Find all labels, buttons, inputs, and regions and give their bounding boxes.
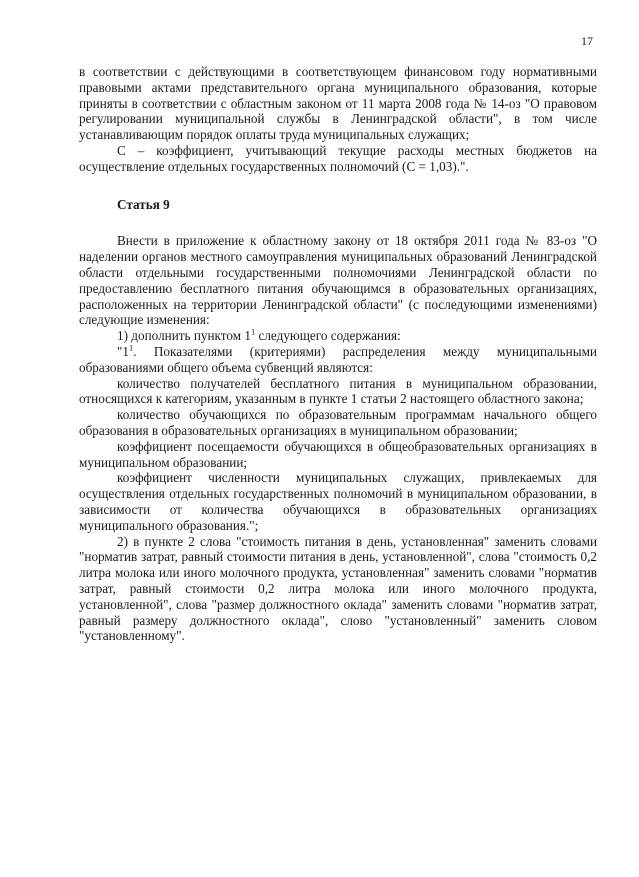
quote-paragraph [79, 344, 597, 376]
coefficient-paragraph: С – коэффициент, учитывающий текущие расходы местных бюджетов на осуществление отдельных государственных полномочий (С = 1,03).". [79, 142, 597, 174]
item-1-text: 1) дополнить пунктом 1 [117, 328, 251, 344]
item-1-text-tail: следующего содержания: [255, 328, 401, 344]
criterion-paragraph: количество получателей бесплатного питания в муниципальном образовании, относящихся к категориям, указанным в пункте 1 статьи 2 настоящего областного закона; [79, 375, 597, 407]
article-intro-paragraph: Внести в приложение к областному закону от 18 октября 2011 года № 83-оз "О наделении органов местного самоуправления муниципальных образований Ленинградской области отдельными государственными полномочиями Ленинградской области по предоставлению бесплатного питания обучающимся в образовательных организациях, расположенных на территории Ленинградской области" (с последующими изменениями) следующие изменения: [79, 233, 597, 328]
quote-superscript: 1 [128, 342, 134, 353]
document-body [79, 64, 597, 644]
article-title: Статья 9 [117, 196, 170, 212]
item-1-paragraph [79, 328, 597, 344]
item-1-superscript: 1 [250, 326, 256, 337]
criterion-paragraph: коэффициент численности муниципальных служащих, привлекаемых для осуществления отдельных государственных полномочий в муниципальном образовании, в зависимости от количества обучающихся в образовательных организациях муниципального образования."; [79, 470, 597, 533]
quote-text: "1 [117, 343, 129, 359]
intro-paragraph: в соответствии с действующими в соответствующем финансовом году нормативными правовыми актами представительного органа муниципального образования, которые приняты в соответствии с областным законом от 11 марта 2008 года № 14-оз "О правовом регулировании муниципальной службы в Ленинградской области", в том числе устанавливающим порядок оплаты труда муниципальных служащих; [79, 64, 597, 143]
page-number: 17 [581, 34, 593, 48]
quote-text-tail: . Показателями (критериями) распределения между муниципальными образованиями общего объема субвенций являются: [79, 343, 597, 375]
item-2-paragraph: 2) в пункте 2 слова "стоимость питания в день, установленная" заменить словами "норматив затрат, равный стоимости питания в день, установленной", слова "стоимость 0,2 литра молока или иного молочного продукта, установленная" заменить словами "норматив затрат, равный стоимости 0,2 литра молока или иного молочного продукта, установленной", слова "размер должностного оклада" заменить словами "норматив затрат, равный размеру должностного оклада", слово "установленный" заменить словом "установленному". [79, 533, 597, 644]
criterion-paragraph: коэффициент посещаемости обучающихся в общеобразовательных организациях в муниципальном образовании; [79, 438, 597, 470]
criterion-paragraph: количество обучающихся по образовательным программам начального общего образования в образовательных организациях в муниципальном образовании; [79, 407, 597, 438]
